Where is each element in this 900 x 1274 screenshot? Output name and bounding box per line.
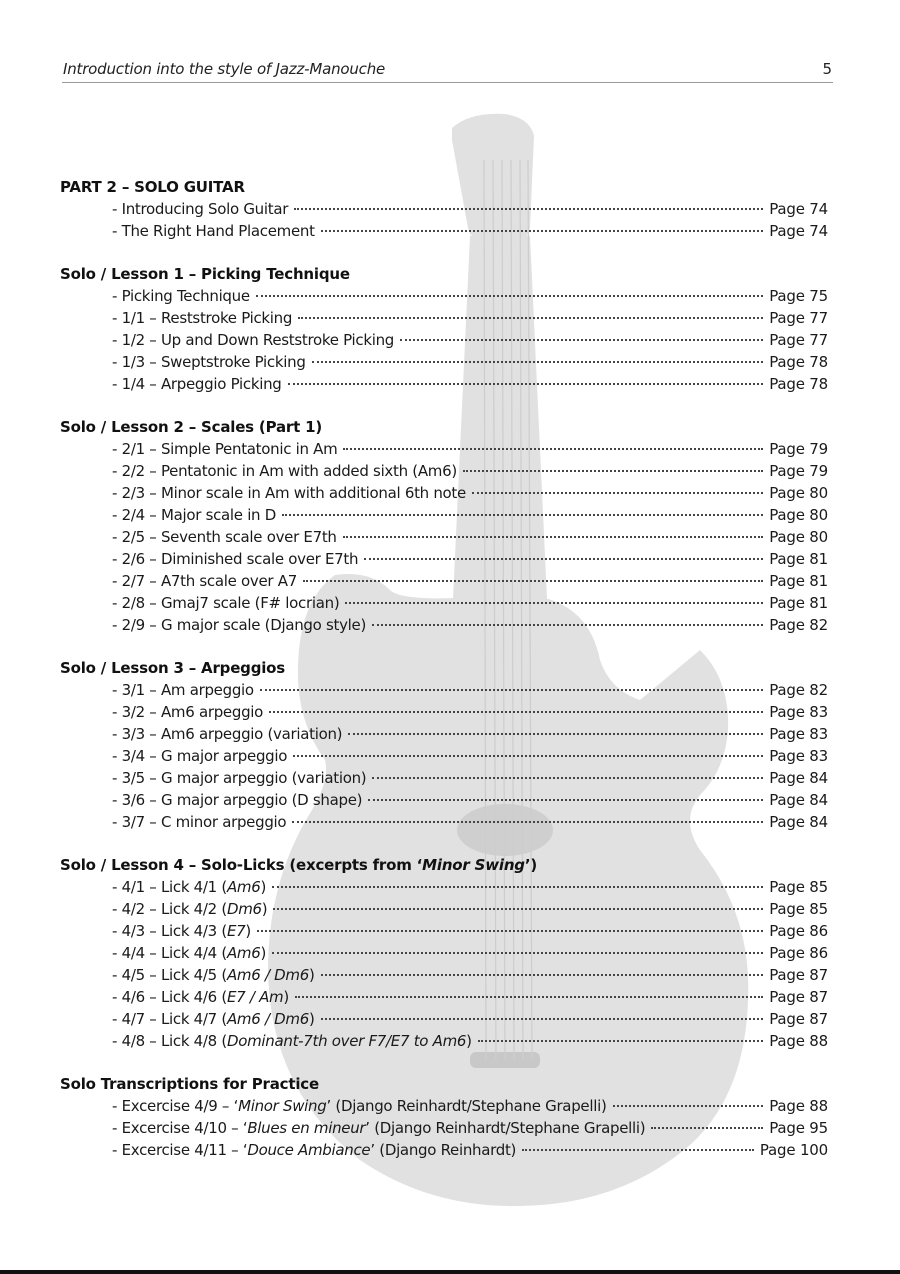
entry-title-text: Am6 <box>226 944 261 962</box>
toc-entry <box>60 812 828 834</box>
dot-leader <box>303 580 763 582</box>
entry-page-ref: Page 77 <box>769 309 828 327</box>
entry-page-ref: Page 81 <box>769 550 828 568</box>
toc-entry <box>60 702 828 724</box>
entry-title-text: Minor Swing <box>238 1097 327 1115</box>
entry-page-ref: Page 78 <box>769 375 828 393</box>
dot-leader <box>364 558 763 560</box>
entry-title <box>112 593 339 614</box>
entry-title <box>112 461 457 482</box>
entry-title <box>112 943 266 964</box>
entry-title-text: - 2/2 – Pentatonic in Am with added sixth (Am6) <box>112 462 457 480</box>
header-title: Introduction into the style of Jazz-Manouche <box>63 60 386 78</box>
section-heading <box>60 1074 828 1096</box>
table-of-contents <box>60 177 828 1183</box>
toc-entry <box>60 899 828 921</box>
toc-entry <box>60 790 828 812</box>
entry-title <box>112 1140 516 1161</box>
toc-entry <box>60 965 828 987</box>
entry-page-ref: Page 80 <box>769 528 828 546</box>
toc-section <box>60 264 828 396</box>
section-heading-text: Solo / Lesson 2 – Scales (Part 1) <box>60 418 322 436</box>
entry-title-text: - The Right Hand Placement <box>112 222 315 240</box>
entry-page-ref: Page 86 <box>769 944 828 962</box>
toc-entry <box>60 483 828 505</box>
entry-page-ref: Page 83 <box>769 747 828 765</box>
toc-entry <box>60 746 828 768</box>
section-heading <box>60 417 828 439</box>
dot-leader <box>298 317 763 319</box>
section-heading <box>60 177 828 199</box>
toc-entry <box>60 330 828 352</box>
entry-page-ref: Page 79 <box>769 462 828 480</box>
toc-entry <box>60 1009 828 1031</box>
dot-leader <box>345 602 763 604</box>
page-header <box>62 58 833 83</box>
toc-entry <box>60 1096 828 1118</box>
entry-title-text: - Excercise 4/10 – ‘ <box>112 1119 248 1137</box>
entry-title-text: E7 / Am <box>226 988 284 1006</box>
entry-title <box>112 374 282 395</box>
entry-title-text: - 4/2 – Lick 4/2 ( <box>112 900 227 918</box>
entry-title-text: - 1/2 – Up and Down Reststroke Picking <box>112 331 395 349</box>
entry-title <box>112 965 315 986</box>
entry-title-text: ’ (Django Reinhardt/Stephane Grapelli) <box>365 1119 646 1137</box>
toc-section <box>60 855 828 1053</box>
entry-title <box>112 330 394 351</box>
entry-title-text: - 2/7 – A7th scale over A7 <box>112 572 297 590</box>
entry-title-text: - 2/3 – Minor scale in Am with additional 6th note <box>112 484 466 502</box>
entry-page-ref: Page 82 <box>769 616 828 634</box>
toc-entry <box>60 1140 828 1162</box>
dot-leader <box>343 536 764 538</box>
entry-title <box>112 615 366 636</box>
entry-title-text: - 1/4 – Arpeggio Picking <box>112 375 282 393</box>
toc-entry <box>60 877 828 899</box>
entry-title <box>112 921 251 942</box>
entry-page-ref: Page 75 <box>769 287 828 305</box>
page-number: 5 <box>822 60 832 78</box>
entry-page-ref: Page 100 <box>759 1141 828 1159</box>
dot-leader <box>522 1149 754 1151</box>
dot-leader <box>273 908 763 910</box>
entry-page-ref: Page 95 <box>769 1119 828 1137</box>
entry-page-ref: Page 77 <box>769 331 828 349</box>
entry-page-ref: Page 80 <box>769 506 828 524</box>
dot-leader <box>282 514 763 516</box>
entry-title-text: - Introducing Solo Guitar <box>112 200 289 218</box>
entry-title <box>112 680 254 701</box>
dot-leader <box>312 361 764 363</box>
dot-leader <box>472 492 763 494</box>
entry-page-ref: Page 84 <box>769 769 828 787</box>
toc-entry <box>60 461 828 483</box>
entry-title <box>112 527 337 548</box>
entry-page-ref: Page 82 <box>769 681 828 699</box>
toc-entry <box>60 221 828 243</box>
toc-entry <box>60 505 828 527</box>
entry-title-text: - 4/5 – Lick 4/5 ( <box>112 966 227 984</box>
entry-title-text: Blues en mineur <box>247 1119 366 1137</box>
entry-title-text: - 3/2 – Am6 arpeggio <box>112 703 264 721</box>
entry-title <box>112 221 315 242</box>
entry-page-ref: Page 83 <box>769 725 828 743</box>
toc-entry <box>60 943 828 965</box>
entry-title-text: ’ (Django Reinhardt/Stephane Grapelli) <box>326 1097 607 1115</box>
entry-page-ref: Page 79 <box>769 440 828 458</box>
entry-title <box>112 899 267 920</box>
toc-entry <box>60 680 828 702</box>
toc-entry <box>60 593 828 615</box>
entry-title-text: - 3/3 – Am6 arpeggio (variation) <box>112 725 343 743</box>
entry-page-ref: Page 87 <box>769 966 828 984</box>
dot-leader <box>321 1018 764 1020</box>
entry-page-ref: Page 87 <box>769 1010 828 1028</box>
entry-title-text: ) <box>261 900 268 918</box>
entry-title-text: Am6 <box>226 878 261 896</box>
entry-title-text: - 4/6 – Lick 4/6 ( <box>112 988 227 1006</box>
entry-title <box>112 505 276 526</box>
entry-title-text: - 1/1 – Reststroke Picking <box>112 309 293 327</box>
entry-title-text: - 2/8 – Gmaj7 scale (F# locrian) <box>112 594 340 612</box>
section-heading-text: Solo / Lesson 1 – Picking Technique <box>60 265 350 283</box>
dot-leader <box>288 383 764 385</box>
entry-title-text: - 4/7 – Lick 4/7 ( <box>112 1010 227 1028</box>
section-heading <box>60 658 828 680</box>
entry-title <box>112 352 306 373</box>
section-heading-text: ’) <box>524 856 538 874</box>
section-heading-text: Solo / Lesson 3 – Arpeggios <box>60 659 286 677</box>
dot-leader <box>272 952 763 954</box>
dot-leader <box>651 1127 763 1129</box>
dot-leader <box>256 295 763 297</box>
toc-entry <box>60 615 828 637</box>
dot-leader <box>269 711 763 713</box>
entry-title-text: ) <box>260 944 267 962</box>
toc-section <box>60 1074 828 1162</box>
toc-entry <box>60 921 828 943</box>
entry-title <box>112 812 286 833</box>
dot-leader <box>321 230 764 232</box>
entry-page-ref: Page 86 <box>769 922 828 940</box>
toc-section <box>60 417 828 637</box>
entry-page-ref: Page 88 <box>769 1032 828 1050</box>
entry-title-text: Dominant-7th over F7/E7 to Am6 <box>226 1032 467 1050</box>
entry-title <box>112 877 266 898</box>
entry-title-text: - 1/3 – Sweptstroke Picking <box>112 353 306 371</box>
dot-leader <box>272 886 763 888</box>
entry-title-text: ) <box>245 922 251 940</box>
entry-title-text: - 2/9 – G major scale (Django style) <box>112 616 367 634</box>
entry-title-text: ) <box>466 1032 472 1050</box>
toc-entry <box>60 1031 828 1053</box>
entry-title <box>112 1096 607 1117</box>
entry-title-text: - 2/5 – Seventh scale over E7th <box>112 528 337 546</box>
entry-title-text: - Excercise 4/11 – ‘ <box>112 1141 248 1159</box>
entry-title-text: - Excercise 4/9 – ‘ <box>112 1097 239 1115</box>
entry-title <box>112 549 358 570</box>
entry-page-ref: Page 74 <box>769 222 828 240</box>
entry-page-ref: Page 80 <box>769 484 828 502</box>
toc-entry <box>60 1118 828 1140</box>
toc-entry <box>60 374 828 396</box>
toc-entry <box>60 308 828 330</box>
dot-leader <box>343 448 763 450</box>
toc-entry <box>60 987 828 1009</box>
entry-title <box>112 439 337 460</box>
toc-entry <box>60 571 828 593</box>
entry-title-text: - Picking Technique <box>112 287 250 305</box>
entry-title <box>112 746 287 767</box>
entry-title-text: E7 <box>226 922 246 940</box>
entry-page-ref: Page 74 <box>769 200 828 218</box>
entry-title-text: Douce Ambiance <box>247 1141 371 1159</box>
dot-leader <box>613 1105 764 1107</box>
toc-entry <box>60 724 828 746</box>
entry-title-text: ) <box>308 1010 315 1028</box>
dot-leader <box>368 799 763 801</box>
entry-title <box>112 571 297 592</box>
entry-title-text: ) <box>308 966 315 984</box>
section-heading-text: PART 2 – SOLO GUITAR <box>60 178 245 196</box>
entry-page-ref: Page 83 <box>769 703 828 721</box>
dot-leader <box>321 974 764 976</box>
entry-title <box>112 483 466 504</box>
dot-leader <box>294 208 763 210</box>
entry-title <box>112 1031 472 1052</box>
dot-leader <box>260 689 763 691</box>
entry-title-text: Dm6 <box>226 900 262 918</box>
section-heading-text: Minor Swing <box>422 856 525 874</box>
toc-entry <box>60 549 828 571</box>
page-bottom-edge <box>0 1270 900 1274</box>
entry-title <box>112 768 366 789</box>
dot-leader <box>372 624 763 626</box>
dot-leader <box>257 930 763 932</box>
entry-page-ref: Page 85 <box>769 878 828 896</box>
entry-page-ref: Page 85 <box>769 900 828 918</box>
entry-title-text: - 3/7 – C minor arpeggio <box>112 813 287 831</box>
entry-title-text: - 2/1 – Simple Pentatonic in Am <box>112 440 338 458</box>
dot-leader <box>400 339 763 341</box>
entry-title-text: - 3/4 – G major arpeggio <box>112 747 288 765</box>
entry-title-text: ’ (Django Reinhardt) <box>370 1141 517 1159</box>
entry-page-ref: Page 81 <box>769 572 828 590</box>
section-heading-text: Solo / Lesson 4 – Solo-Licks (excerpts from ‘ <box>60 856 423 874</box>
section-heading-text: Solo Transcriptions for Practice <box>60 1075 319 1093</box>
dot-leader <box>293 755 763 757</box>
entry-page-ref: Page 84 <box>769 813 828 831</box>
entry-title <box>112 987 289 1008</box>
toc-section <box>60 177 828 243</box>
dot-leader <box>348 733 763 735</box>
section-heading <box>60 264 828 286</box>
entry-title-text: - 3/1 – Am arpeggio <box>112 681 254 699</box>
toc-entry <box>60 199 828 221</box>
entry-title-text: - 3/5 – G major arpeggio (variation) <box>112 769 367 787</box>
entry-title <box>112 286 250 307</box>
section-heading <box>60 855 828 877</box>
entry-title-text: ) <box>260 878 267 896</box>
toc-entry <box>60 439 828 461</box>
entry-title <box>112 724 342 745</box>
entry-title-text: ) <box>283 988 289 1006</box>
toc-section <box>60 658 828 834</box>
entry-page-ref: Page 81 <box>769 594 828 612</box>
dot-leader <box>372 777 763 779</box>
entry-title-text: - 2/4 – Major scale in D <box>112 506 276 524</box>
entry-title <box>112 1118 645 1139</box>
entry-page-ref: Page 78 <box>769 353 828 371</box>
entry-title <box>112 790 362 811</box>
entry-title-text: - 4/4 – Lick 4/4 ( <box>112 944 227 962</box>
dot-leader <box>463 470 763 472</box>
entry-page-ref: Page 88 <box>769 1097 828 1115</box>
entry-title-text: - 4/8 – Lick 4/8 ( <box>112 1032 227 1050</box>
entry-title-text: - 2/6 – Diminished scale over E7th <box>112 550 359 568</box>
toc-entry <box>60 527 828 549</box>
entry-page-ref: Page 87 <box>769 988 828 1006</box>
entry-title <box>112 702 263 723</box>
toc-entry <box>60 286 828 308</box>
dot-leader <box>478 1040 764 1042</box>
toc-entry <box>60 352 828 374</box>
dot-leader <box>292 821 763 823</box>
entry-title-text: Am6 / Dm6 <box>226 1010 309 1028</box>
entry-page-ref: Page 84 <box>769 791 828 809</box>
entry-title <box>112 1009 315 1030</box>
toc-entry <box>60 768 828 790</box>
entry-title-text: - 3/6 – G major arpeggio (D shape) <box>112 791 363 809</box>
entry-title <box>112 308 292 329</box>
entry-title-text: - 4/3 – Lick 4/3 ( <box>112 922 227 940</box>
entry-title <box>112 199 288 220</box>
dot-leader <box>295 996 763 998</box>
entry-title-text: - 4/1 – Lick 4/1 ( <box>112 878 227 896</box>
entry-title-text: Am6 / Dm6 <box>226 966 309 984</box>
